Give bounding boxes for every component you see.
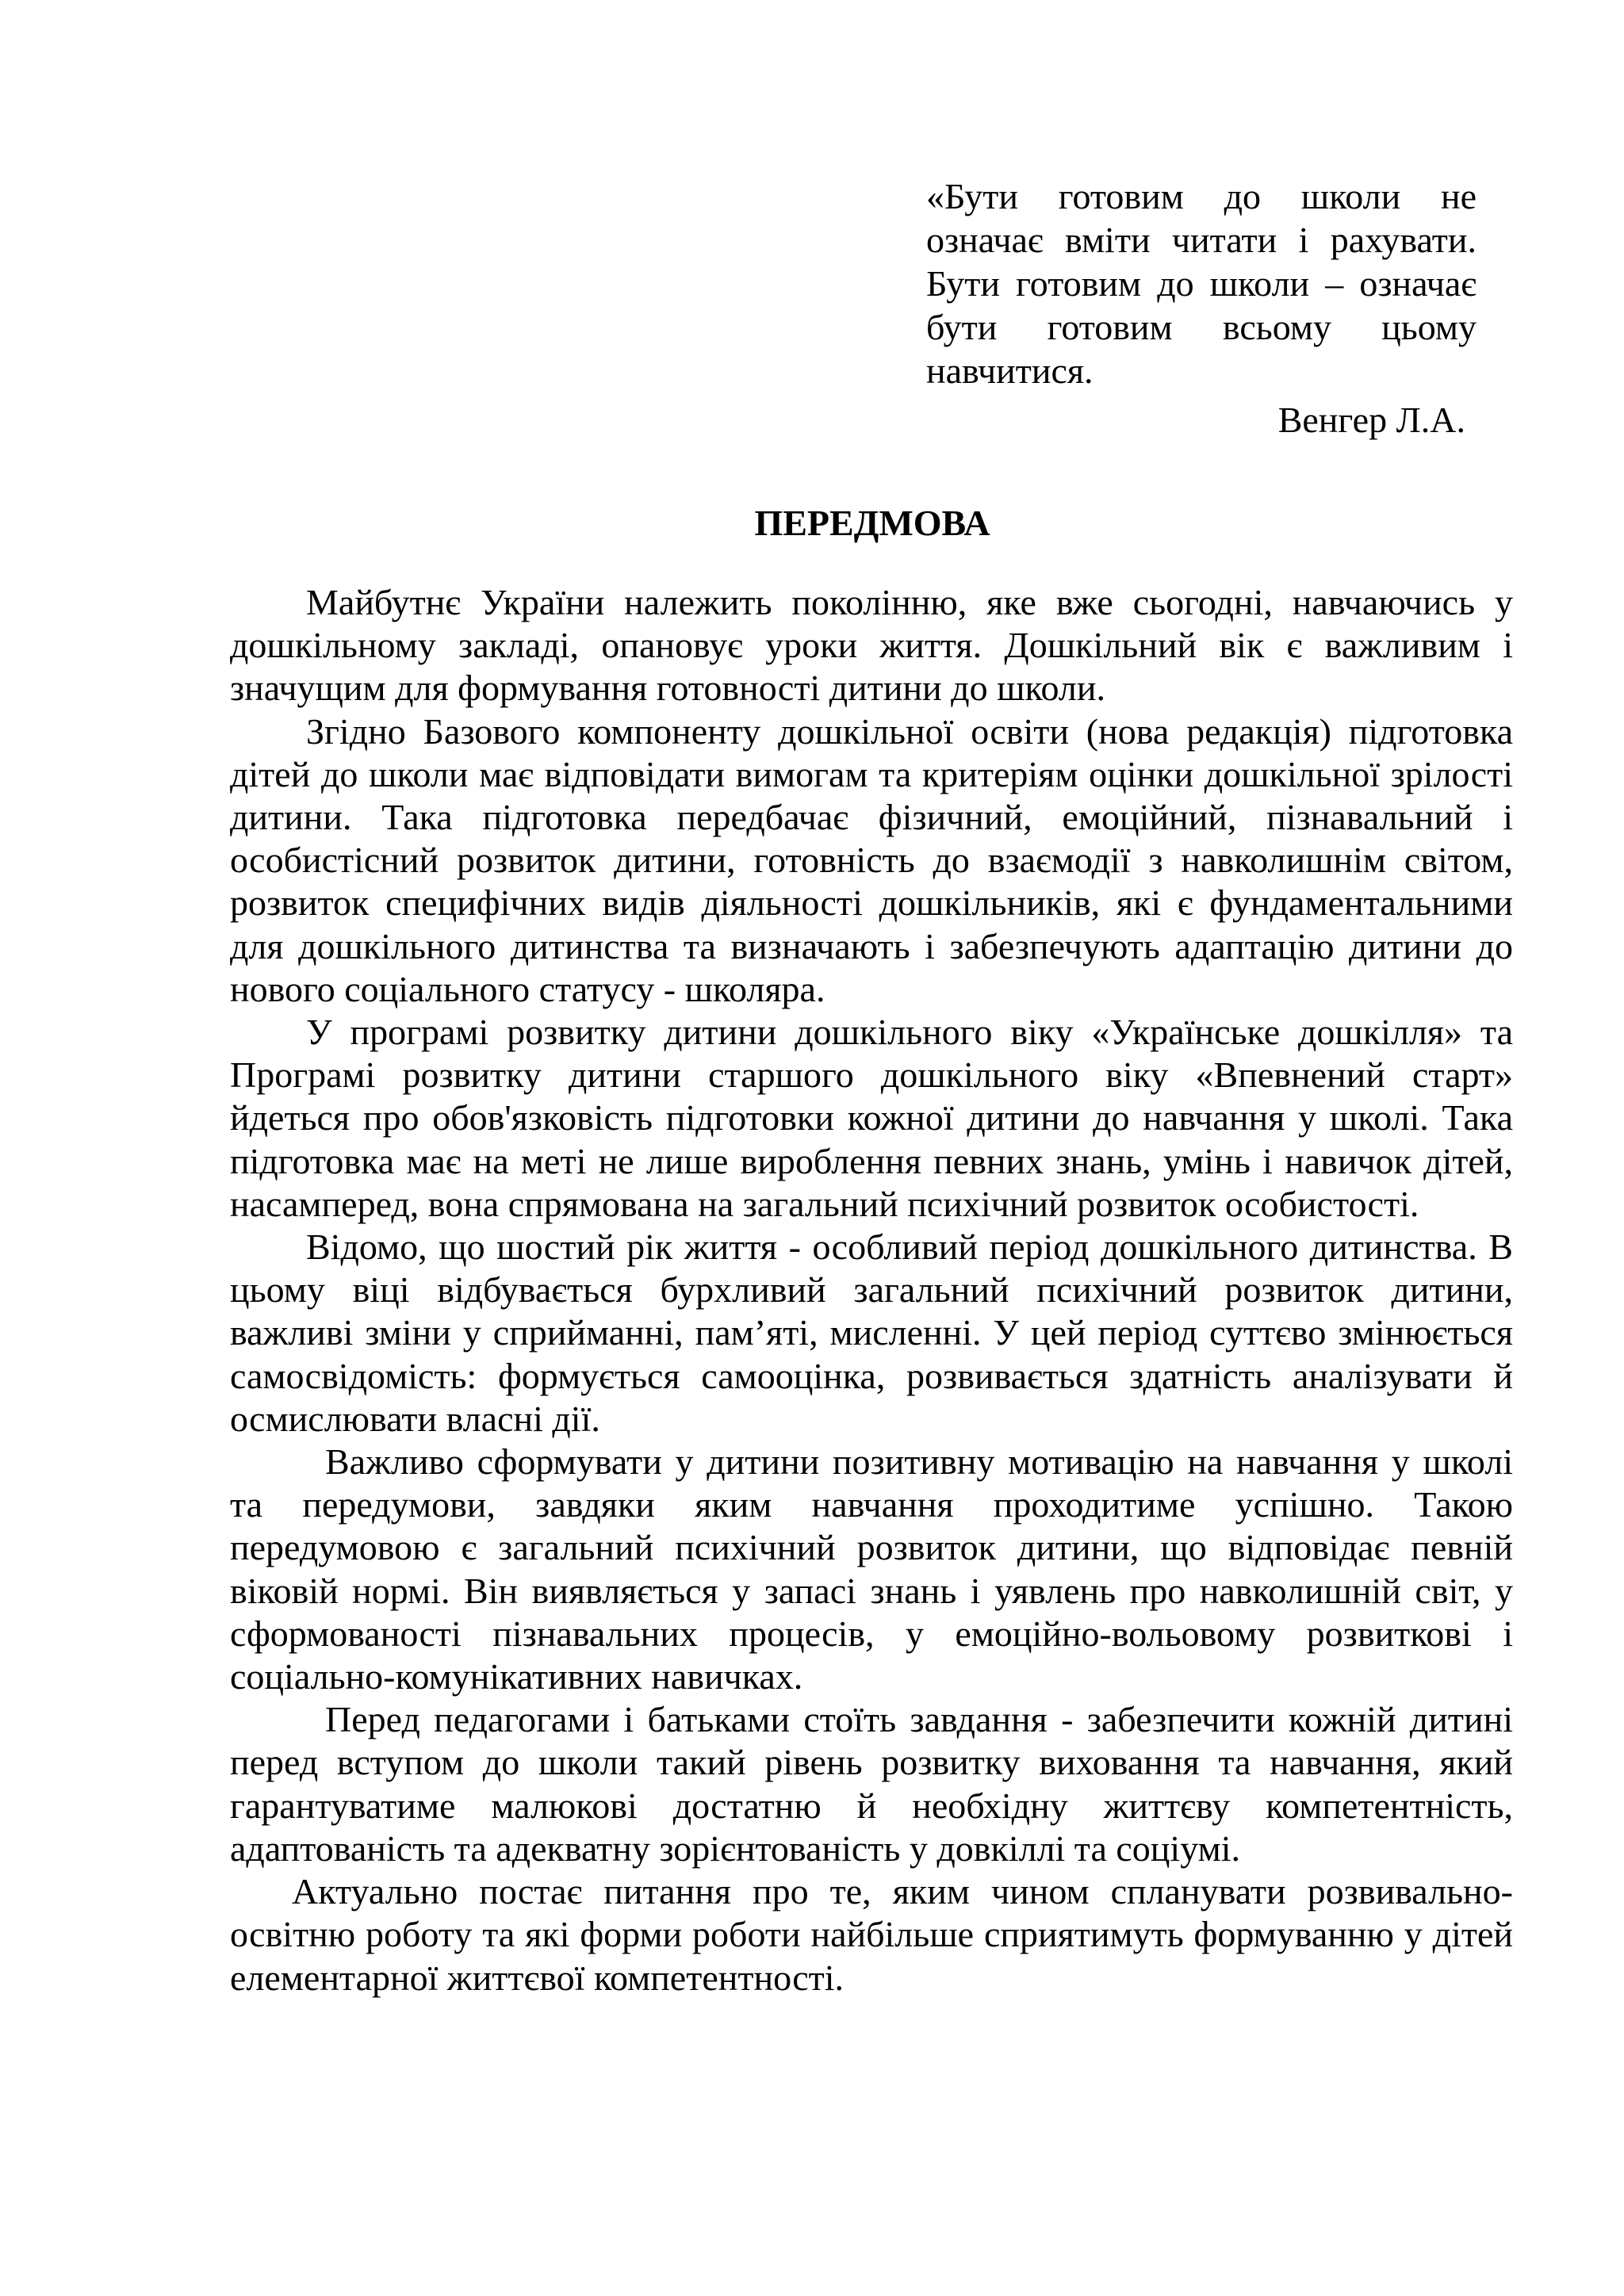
epigraph-quote: «Бути готовим до школи не означає вміти читати і рахувати. Бути готовим до школи – означає бути готовим всьому цьому навчитися. — [926, 176, 1477, 391]
paragraph-3: У програмі розвитку дитини дошкільного віку «Українське дошкілля» та Програмі розвитку дитини старшого дошкільного віку «Впевнений старт» йдеться про обов'язковість підготовки кожної дитини до навчання у школі. Така підготовка має на меті не лише вироблення певних знань, умінь і навичок дітей, насамперед, вона спрямована на загальний психічний розвиток особистості. — [230, 1012, 1513, 1224]
paragraph-4: Відомо, що шостий рік життя - особливий період дошкільного дитинства. В цьому віці відбувається бурхливий загальний психічний розвиток дитини, важливі зміни у сприйманні, пам’яті, мисленні. У цей період суттєво змінюється самосвідомість: формується самооцінка, розвивається здатність аналізувати й осмислювати власні дії. — [230, 1226, 1513, 1439]
paragraph-7: Актуально постає питання про те, яким чином спланувати розвивально-освітню роботу та які форми роботи найбільше сприятимуть формуванню у дітей елементарної життєвої компетентності. — [230, 1871, 1513, 1998]
page-title: ПЕРЕДМОВА — [754, 503, 990, 543]
paragraph-5: Важливо сформувати у дитини позитивну мотивацію на навчання у школі та передумови, завдяки яким навчання проходитиме успішно. Такою передумовою є загальний психічний розвиток дитини, що відповідає певній віковій нормі. Він виявляється у запасі знань і уявлень про навколишній світ, у сформованості пізнавальних процесів, у емоційно-вольовому розвиткові і соціально-комунікативних навичках. — [230, 1441, 1513, 1697]
document-body — [230, 581, 1513, 1999]
epigraph-author: Венгер Л.А. — [1277, 400, 1465, 440]
paragraph-2: Згідно Базового компоненту дошкільної освіти (нова редакція) підготовка дітей до школи має відповідати вимогам та критеріям оцінки дошкільної зрілості дитини. Така підготовка передбачає фізичний, емоційний, пізнавальний і особистісний розвиток дитини, готовність до взаємодії з навколишнім світом, розвиток специфічних видів діяльності дошкільників, які є фундаментальними для дошкільного дитинства та визначають і забезпечують адаптацію дитини до нового соціального статусу - школяра. — [230, 710, 1513, 1009]
paragraph-1: Майбутнє України належить поколінню, яке вже сьогодні, навчаючись у дошкільному закладі, опановує уроки життя. Дошкільний вік є важливим і значущим для формування готовності дитини до школи. — [230, 582, 1513, 709]
paragraph-6: Перед педагогами і батьками стоїть завдання - забезпечити кожній дитині перед вступом до школи такий рівень розвитку виховання та навчання, який гарантуватиме малюкові достатню й необхідну життєву компетентність, адаптованість та адекватну зорієнтованість у довкіллі та соціумі. — [230, 1699, 1513, 1869]
